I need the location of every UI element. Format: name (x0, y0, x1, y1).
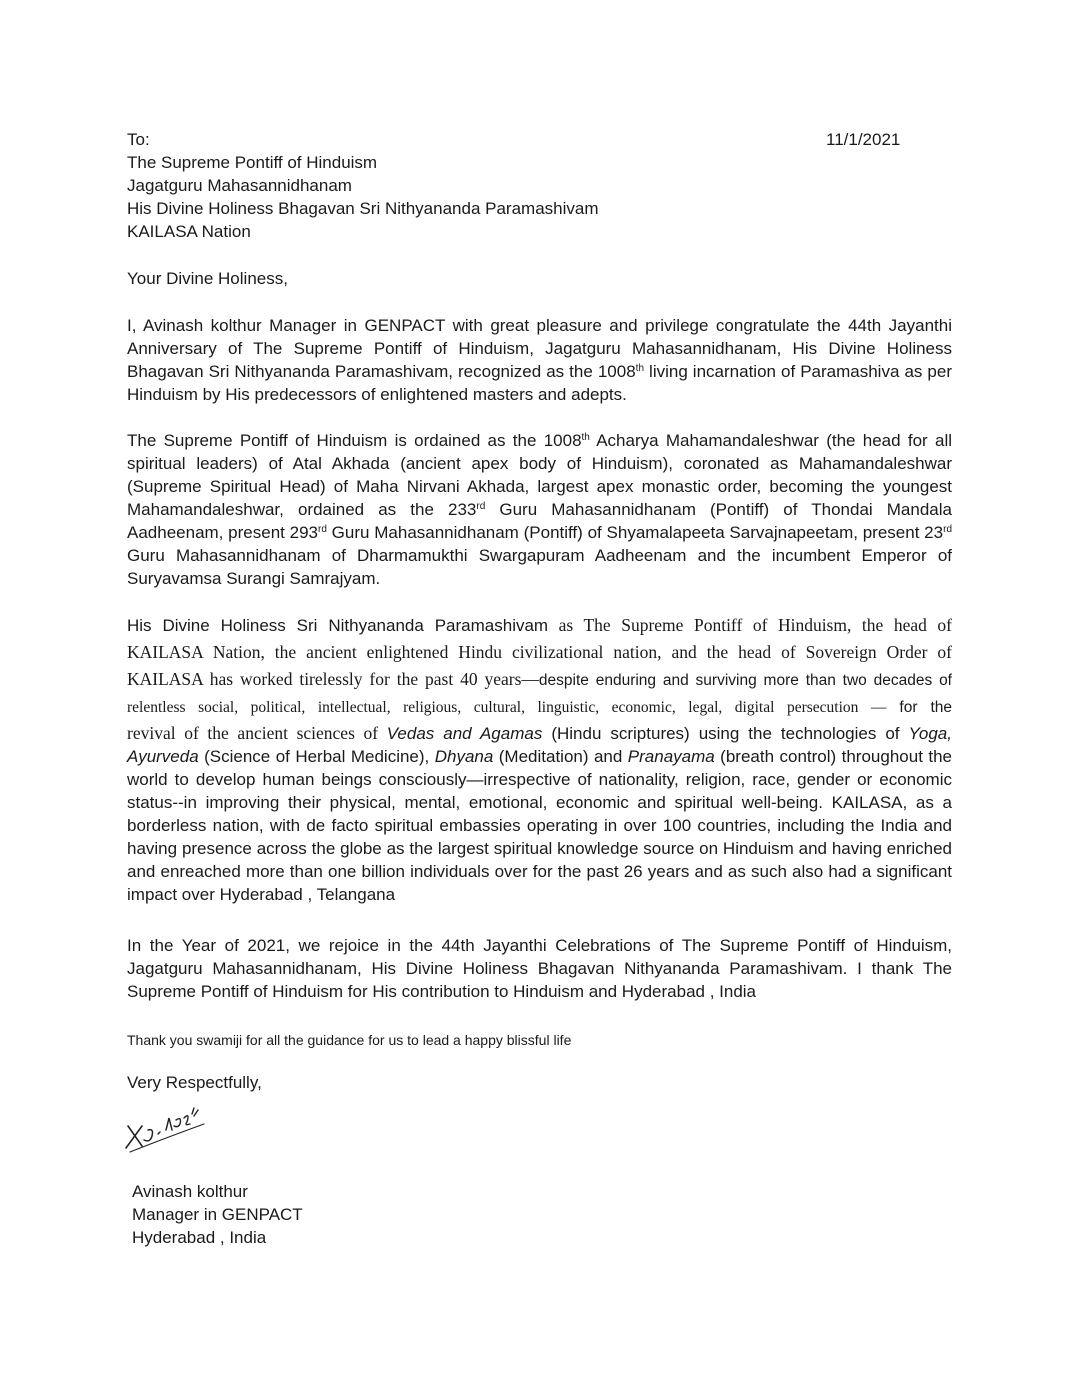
p2-superscript-3: rd (318, 524, 327, 535)
p3-rest-text-3: (breath control) throughout the world to develop human beings consciously—irrespective of nationality, religion, race, gender or economic status--in improving their physical, mental, emotional, economic and spiritual well-being. KAILASA, as a borderless nation, with de facto spiritual embassies operating in over 100 countries, including the India and having presence across the globe as the largest spiritual knowledge source on Hinduism and having enriched and enreached more than one billion individuals over for the past 26 years and as such also had a significant impact over Hyderabad , Telangana (127, 747, 952, 904)
p3-line-1 (127, 612, 952, 639)
p3-line-5 (127, 720, 952, 747)
p3-line-4-sans: for the (886, 699, 952, 716)
paragraph-2 (127, 429, 952, 590)
letter-date: 11/1/2021 (826, 130, 901, 149)
handwritten-signature (120, 1096, 210, 1154)
p2-superscript-4: rd (943, 524, 953, 535)
p3-line-3-serif: KAILASA has worked tirelessly for the past 40 years— (127, 669, 539, 689)
p1-text-b: living incarnation of Paramashiva as per Hinduism by His predecessors of enlightened masters and adepts. (127, 362, 952, 404)
p3-rest (127, 745, 952, 906)
signer-name: Avinash kolthur (132, 1182, 248, 1201)
signer-title: Manager in GENPACT (132, 1205, 303, 1224)
p2-text-a: The Supreme Pontiff of Hinduism is ordained as the 1008 (127, 431, 582, 450)
p1-text-a: I, Avinash kolthur Manager in GENPACT with great pleasure and privilege congratulate the 44th Jayanthi Anniversary of The Supreme Pontiff of Hinduism, Jagatguru Mahasannidhanam, His Divine Holiness Bhagavan Sri Nithyananda Paramashivam, recognized as the 1008 (127, 316, 952, 381)
signer-location: Hyderabad , India (132, 1228, 267, 1247)
paragraph-1 (127, 314, 952, 406)
yoga-italic: Yoga, (908, 724, 952, 743)
p3-line-5-serif: revival of the ancient sciences of (127, 723, 387, 743)
paragraph-3 (127, 612, 952, 906)
address-line-1: The Supreme Pontiff of Hinduism (127, 153, 378, 172)
address-to: To: (127, 130, 150, 149)
p2-text-b: Acharya Mahamandaleshwar (the head for all spiritual leaders) of Atal Akhada (ancient apex body of Hinduism), coronated as Mahamandaleshwar (Supreme Spiritual Head) of Maha Nirvani Akhada, largest apex monastic order, becoming the youngest Mahamandaleshwar, ordained as the 233 (127, 431, 952, 519)
address-line-3: His Divine Holiness Bhagavan Sri Nithyananda Paramashivam (127, 199, 599, 218)
vedas-agamas-italic: Vedas and Agamas (386, 724, 543, 743)
p3-line-5-sans: (Hindu scriptures) using the technologies of (542, 724, 909, 743)
p3-line-4-serif: relentless social, political, intellectual, religious, cultural, linguistic, economic, legal, digital persecution — (127, 699, 887, 716)
salutation: Your Divine Holiness, (127, 269, 288, 288)
p2-text-e: Guru Mahasannidhanam of Dharmamukthi Swargapuram Aadheenam and the incumbent Emperor of Suryavamsa Surangi Samrajyam. (127, 546, 952, 588)
p3-line-1-serif: as The Supreme Pontiff of Hinduism, the head of (548, 615, 952, 635)
ayurveda-italic: Ayurveda (127, 747, 199, 766)
p2-superscript-2: rd (476, 501, 486, 512)
paragraph-4: In the Year of 2021, we rejoice in the 44th Jayanthi Celebrations of The Supreme Pontiff of Hinduism, Jagatguru Mahasannidhanam, His Divine Holiness Bhagavan Nithyananda Paramashivam. I thank The Supreme Pontiff of Hinduism for His contribution to Hinduism and Hyderabad , India (127, 936, 952, 1001)
p2-text-d: Guru Mahasannidhanam (Pontiff) of Shyamalapeeta Sarvajnapeetam, present 23 (326, 523, 944, 542)
p3-line-4 (127, 693, 952, 720)
p3-line-3 (127, 666, 952, 693)
closing: Very Respectfully, (127, 1073, 262, 1092)
p3-rest-text-1: (Science of Herbal Medicine), (198, 747, 435, 766)
p2-superscript-1: th (581, 432, 590, 443)
recipient-address (127, 128, 727, 243)
p3-rest-text-2: (Meditation) and (493, 747, 628, 766)
p3-line-3-sans: despite enduring and surviving more than two decades of (538, 672, 952, 689)
pranayama-italic: Pranayama (627, 747, 715, 766)
address-line-4: KAILASA Nation (127, 222, 251, 241)
dhyana-italic: Dhyana (434, 747, 494, 766)
thanks-line: Thank you swamiji for all the guidance for us to lead a happy blissful life (127, 1032, 572, 1048)
p1-superscript: th (635, 363, 645, 374)
signer-block (132, 1180, 303, 1249)
address-line-2: Jagatguru Mahasannidhanam (127, 176, 352, 195)
p3-line-2: KAILASA Nation, the ancient enlightened Hindu civilizational nation, and the head of Sovereign Order of (127, 642, 952, 662)
p2-text-c: Guru Mahasannidhanam (Pontiff) of Thondai Mandala Aadheenam, present 293 (127, 500, 952, 542)
p3-line-1-sans: His Divine Holiness Sri Nithyananda Paramashivam (127, 616, 549, 635)
